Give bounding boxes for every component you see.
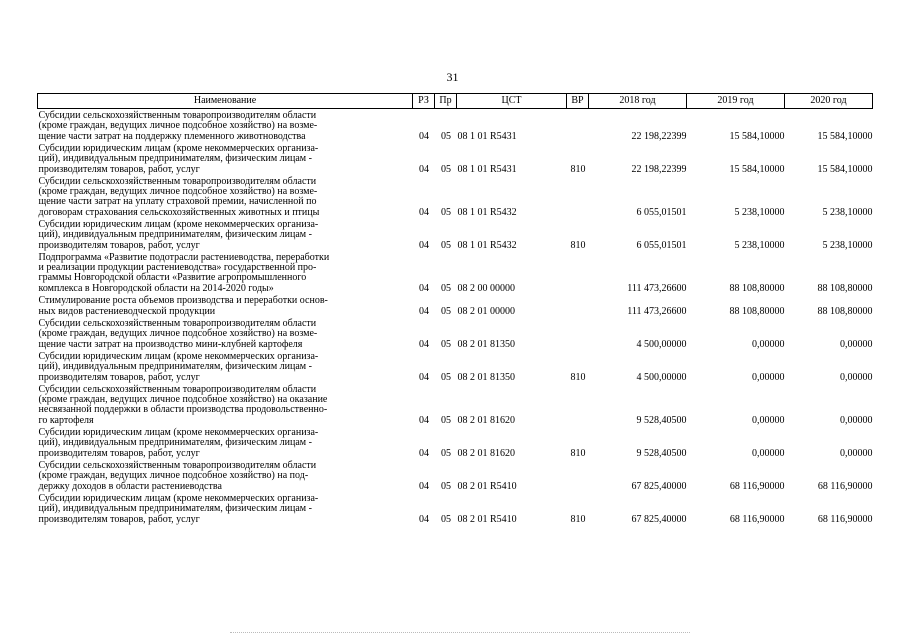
row-2020: 0,00000 [840,447,873,459]
row-name-line: Субсидии сельскохозяйственным товаропроизводителям области [38,383,317,395]
row-2019: 15 584,10000 [729,130,785,142]
row-2019: 0,00000 [752,338,785,350]
row-2019: 15 584,10000 [729,163,785,175]
row-2020: 0,00000 [840,371,873,383]
row-2018: 22 198,22399 [631,163,687,175]
row-2020: 5 238,10000 [822,206,873,218]
table-row [38,251,873,294]
row-name [38,294,413,317]
row-cst: 08 1 01 R5432 [457,239,517,251]
row-name-line: Субсидии юридическим лицам (кроме некоммерческих организа- [38,143,319,155]
row-name-line: Субсидии юридическим лицам (кроме некоммерческих организа- [38,493,319,505]
row-vr: 810 [570,513,586,525]
row-name [38,459,413,492]
row-name-line: производителям товаров, работ, услуг [38,239,200,251]
row-name-line: го картофеля [38,414,94,426]
row-cst: 08 2 01 R5410 [457,513,517,525]
row-name [38,251,413,294]
row-2019: 0,00000 [752,414,785,426]
row-pr: 05 [441,480,451,492]
row-name-line: (кроме граждан, ведущих личное подсобное хозяйство) на возме- [38,328,318,340]
row-pr: 05 [441,447,451,459]
row-2020: 0,00000 [840,414,873,426]
row-2018: 67 825,40000 [631,513,687,525]
row-name-line: ций), индивидуальным предпринимателям, физическим лицам - [38,153,312,165]
row-name-line: ций), индивидуальным предпринимателям, физическим лицам - [38,229,312,241]
row-rz: 04 [419,130,429,142]
row-2018: 67 825,40000 [631,480,687,492]
table-row [38,426,873,459]
row-name-line: ных видов растениеводческой продукции [38,305,216,317]
row-rz: 04 [419,338,429,350]
header-2019: 2019 год [687,94,785,109]
row-pr: 05 [441,239,451,251]
row-pr: 05 [441,371,451,383]
header-row [38,94,873,109]
row-rz: 04 [419,305,429,317]
row-2018: 22 198,22399 [631,130,687,142]
row-cst: 08 1 01 R5431 [457,130,517,142]
row-2018: 6 055,01501 [636,206,687,218]
row-name [38,492,413,525]
row-name-line: комплекса в Новгородской области на 2014-2020 годы» [38,282,274,294]
row-rz: 04 [419,371,429,383]
row-name [38,317,413,350]
row-rz: 04 [419,414,429,426]
row-pr: 05 [441,163,451,175]
row-cst: 08 2 01 R5410 [457,480,517,492]
row-rz: 04 [419,480,429,492]
row-cst: 08 2 01 00000 [457,305,515,317]
row-name-line: ций), индивидуальным предпринимателям, физическим лицам - [38,503,312,515]
row-2018: 6 055,01501 [636,239,687,251]
row-name-line: Субсидии сельскохозяйственным товаропроизводителям области [38,110,317,122]
row-vr [567,294,589,317]
table-row [38,109,873,143]
row-cst: 08 2 01 81620 [457,414,515,426]
row-name-line: щение части затрат на поддержку племенного животноводства [38,130,306,142]
row-name-line: производителям товаров, работ, услуг [38,447,200,459]
budget-table [37,93,873,525]
row-name-line: щение части затрат на уплату страховой премии, начисленной по [38,196,317,208]
row-name-line: (кроме граждан, ведущих личное подсобное хозяйство) на возме- [38,120,318,132]
row-2018: 111 473,26600 [627,305,687,317]
row-pr: 05 [441,206,451,218]
row-vr: 810 [570,371,586,383]
row-name-line: Подпрограмма «Развитие подотрасли растениеводства, переработки [38,251,330,263]
row-2020: 88 108,80000 [817,282,873,294]
row-pr: 05 [441,130,451,142]
row-name-line: производителям товаров, работ, услуг [38,513,200,525]
row-rz: 04 [419,513,429,525]
table-row [38,459,873,492]
header-cst: ЦСТ [457,94,567,109]
row-vr: 810 [570,239,586,251]
row-name-line: Субсидии юридическим лицам (кроме некоммерческих организа- [38,351,319,363]
header-rz: РЗ [413,94,435,109]
row-name-line: держку доходов в области растениеводства [38,480,222,492]
row-2019: 5 238,10000 [734,239,785,251]
header-name: Наименование [38,94,413,109]
row-2018: 9 528,40500 [636,447,687,459]
row-2020: 15 584,10000 [817,130,873,142]
row-2018: 9 528,40500 [636,414,687,426]
row-name-line: производителям товаров, работ, услуг [38,371,200,383]
row-name-line: несвязанной поддержки в области производства продовольственно- [38,404,328,416]
row-cst: 08 1 01 R5432 [457,206,517,218]
row-vr [567,317,589,350]
row-2019: 68 116,90000 [729,480,785,492]
row-2020: 15 584,10000 [817,163,873,175]
row-vr [567,459,589,492]
row-rz: 04 [419,239,429,251]
row-pr: 05 [441,282,451,294]
row-2019: 5 238,10000 [734,206,785,218]
row-vr [567,383,589,426]
table-row [38,350,873,383]
row-cst: 08 2 01 81620 [457,447,515,459]
row-rz: 04 [419,163,429,175]
row-name-line: Субсидии юридическим лицам (кроме некоммерческих организа- [38,427,319,439]
row-name-line: Субсидии сельскохозяйственным товаропроизводителям области [38,318,317,330]
row-2020: 68 116,90000 [817,513,873,525]
header-2020: 2020 год [785,94,873,109]
row-vr [567,251,589,294]
row-vr: 810 [570,163,586,175]
row-2020: 88 108,80000 [817,305,873,317]
table-row [38,142,873,175]
row-name-line: ций), индивидуальным предпринимателям, физическим лицам - [38,437,312,449]
row-name-line: Субсидии сельскохозяйственным товаропроизводителям области [38,175,317,187]
row-rz: 04 [419,282,429,294]
row-pr: 05 [441,338,451,350]
row-2019: 88 108,80000 [729,282,785,294]
table-body [38,109,873,526]
row-2018: 111 473,26600 [627,282,687,294]
row-pr: 05 [441,305,451,317]
row-name [38,109,413,143]
row-name-line: (кроме граждан, ведущих личное подсобное хозяйство) на возме- [38,186,318,198]
row-name-line: производителям товаров, работ, услуг [38,163,200,175]
row-2020: 0,00000 [840,338,873,350]
row-2019: 88 108,80000 [729,305,785,317]
row-2020: 5 238,10000 [822,239,873,251]
row-name-line: (кроме граждан, ведущих личное подсобное хозяйство) на оказание [38,394,328,406]
row-name-line: (кроме граждан, ведущих личное подсобное хозяйство) на под- [38,470,309,482]
row-name-line: договорам страхования сельскохозяйственных животных и птицы [38,206,320,218]
row-cst: 08 2 01 81350 [457,371,515,383]
row-name-line: Стимулирование роста объемов производства и переработки основ- [38,295,328,307]
row-vr [567,109,589,143]
row-name-line: и реализации продукции растениеводства» государственной про- [38,262,317,274]
header-vr: ВР [567,94,589,109]
table-row [38,294,873,317]
row-2019: 68 116,90000 [729,513,785,525]
row-name-line: ций), индивидуальным предпринимателям, физическим лицам - [38,361,312,373]
header-pr: Пр [435,94,457,109]
row-2018: 4 500,00000 [636,338,687,350]
row-rz: 04 [419,447,429,459]
row-name-line: Субсидии юридическим лицам (кроме некоммерческих организа- [38,219,319,231]
header-2018: 2018 год [589,94,687,109]
page-number: 31 [446,70,459,84]
table-row [38,383,873,426]
table-row [38,175,873,218]
row-2019: 0,00000 [752,371,785,383]
row-name [38,383,413,426]
row-cst: 08 2 00 00000 [457,282,515,294]
row-name-line: граммы Новгородской области «Развитие агропромышленного [38,272,307,284]
row-name [38,142,413,175]
row-name [38,175,413,218]
row-vr [567,175,589,218]
row-rz: 04 [419,206,429,218]
row-pr: 05 [441,414,451,426]
row-vr: 810 [570,447,586,459]
scan-artifact-line [230,632,690,634]
table-row [38,492,873,525]
row-cst: 08 1 01 R5431 [457,163,517,175]
row-cst: 08 2 01 81350 [457,338,515,350]
row-2019: 0,00000 [752,447,785,459]
table-row [38,218,873,251]
row-name [38,350,413,383]
table-row [38,317,873,350]
row-name [38,426,413,459]
row-2020: 68 116,90000 [817,480,873,492]
row-pr: 05 [441,513,451,525]
row-name-line: щение части затрат на производство мини-клубней картофеля [38,338,303,350]
row-name-line: Субсидии сельскохозяйственным товаропроизводителям области [38,460,317,472]
row-2018: 4 500,00000 [636,371,687,383]
row-name [38,218,413,251]
